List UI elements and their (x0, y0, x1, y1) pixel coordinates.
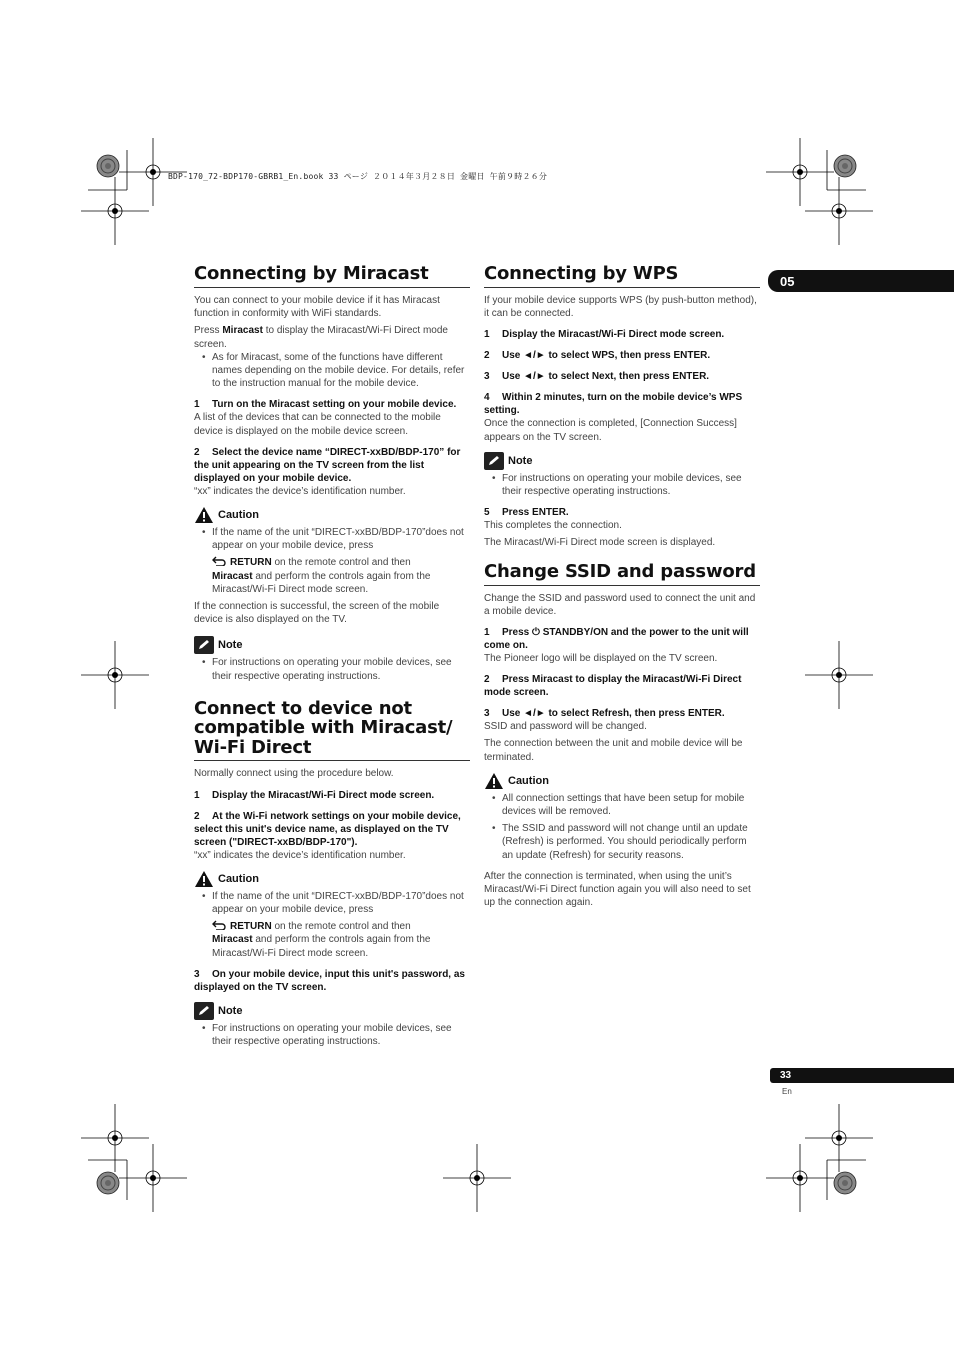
print-header: BDP-170_72-BDP170-GBRB1_En.book 33 ページ ２０１４年３月２８日 金曜日 午前９時２６分 (168, 172, 548, 181)
miracast-caution-list (194, 526, 470, 596)
note-pencil-icon (484, 452, 504, 470)
section-title-ssid: Change SSID and password (484, 560, 760, 586)
list-item: • The SSID and password will not change until an update (Refresh) is performed. You should periodically perform an update (Refresh) for security reasons. (492, 823, 748, 861)
ssid-intro: Change the SSID and password used to connect the unit and a mobile device. (484, 592, 756, 617)
crop-mark-icon (766, 1144, 834, 1212)
page-number: 33 (770, 1068, 954, 1083)
section-title-miracast: Connecting by Miracast (194, 262, 470, 288)
note-pencil-icon (194, 636, 214, 654)
wps-step-4-desc: Once the connection is completed, [Connection Success] appears on the TV screen. (484, 418, 737, 443)
note-heading: Note (194, 634, 470, 656)
section-title-connect-device: Connect to device not compatible with Miracast/ Wi-Fi Direct (194, 697, 470, 762)
miracast-intro: You can connect to your mobile device if it has Miracast function in conformity with WiFi standards. (194, 295, 440, 320)
connect-device-intro: Normally connect using the procedure below. (194, 768, 394, 780)
chapter-tab: 05 (768, 270, 954, 292)
connect-device-step-2-desc: “xx” indicates the device’s identification number. (194, 849, 406, 861)
list-item: • For instructions on operating your mobile devices, see their respective operating instructions. (202, 1022, 452, 1047)
crop-mark-icon (805, 1104, 873, 1172)
ssid-step-3: 3 Use ◄/► to select Refresh, then press ENTER. (484, 708, 725, 720)
ssid-caution-list (484, 792, 760, 862)
wps-step-5-desc-2: The Miracast/Wi-Fi Direct mode screen is displayed. (484, 537, 716, 549)
caution-heading: Caution (484, 770, 760, 792)
crop-mark-icon (81, 1104, 149, 1172)
section-title-wps: Connecting by WPS (484, 262, 760, 288)
crop-mark-icon (805, 177, 873, 245)
crop-mark-icon (81, 641, 149, 709)
list-item: • For instructions on operating your mobile devices, see their respective operating instructions. (492, 472, 742, 498)
crop-mark-icon (443, 1144, 511, 1212)
crop-mark-icon (766, 138, 834, 206)
caution-heading: Caution (194, 868, 470, 890)
miracast-bullets (194, 351, 470, 391)
note-pencil-icon (194, 1002, 214, 1020)
wps-step-5: 5 Press ENTER. (484, 507, 569, 519)
color-disc-icon (97, 1172, 119, 1194)
note-heading: Note (194, 1000, 470, 1022)
ssid-step-2: 2 Press Miracast to display the Miracast/Wi-Fi Direct mode screen. (484, 674, 742, 699)
crop-mark-icon (81, 177, 149, 245)
color-disc-icon (834, 155, 856, 177)
connect-device-caution-list (194, 890, 470, 960)
caution-heading: Caution (194, 504, 470, 526)
wps-step-4: 4 Within 2 minutes, turn on the mobile device’s WPS setting. (484, 392, 743, 417)
note-heading: Note (484, 450, 760, 472)
return-icon (212, 920, 226, 930)
wps-step-5-desc-1: This completes the connection. (484, 520, 622, 532)
color-disc-icon (834, 1172, 856, 1194)
connect-device-step-2: 2 At the Wi-Fi network settings on your mobile device, select this unit's device name, as displayed on the TV screen ("DIRECT-xxBD/BDP-170"). (194, 810, 461, 848)
return-icon (212, 556, 226, 566)
wps-step-1: 1 Display the Miracast/Wi-Fi Direct mode screen. (484, 329, 725, 341)
list-item: • If the name of the unit “DIRECT-xxBD/BDP-170”does not appear on your mobile device, press RETURN on the remote control and then Miracast and perform the controls again from the Miracast/Wi-Fi Direct mode screen. (202, 890, 464, 959)
list-item: • For instructions on operating your mobile devices, see their respective operating instructions. (202, 657, 452, 682)
ssid-step-1-desc: The Pioneer logo will be displayed on the TV screen. (484, 653, 718, 665)
wps-note-list (484, 472, 760, 498)
list-item: • As for Miracast, some of the functions have different names depending on the mobile device. For details, refer to the instruction manual for the mobile device. (202, 351, 465, 390)
connect-device-note-list (194, 1022, 470, 1048)
miracast-success: If the connection is successful, the screen of the mobile device is also displayed on the TV. (194, 601, 440, 626)
miracast-step-1: 1 Turn on the Miracast setting on your mobile device. (194, 399, 457, 411)
crop-mark-icon (805, 641, 873, 709)
ssid-step-3-desc-1: SSID and password will be changed. (484, 721, 647, 733)
connect-device-step-1: 1 Display the Miracast/Wi-Fi Direct mode screen. (194, 789, 435, 801)
wps-intro: If your mobile device supports WPS (by push-button method), it can be connected. (484, 295, 757, 320)
list-item: • All connection settings that have been setup for mobile devices will be removed. (492, 792, 745, 818)
warning-icon (484, 772, 504, 790)
language-label: En (782, 1087, 792, 1096)
warning-icon (194, 506, 214, 524)
ssid-step-3-desc-2: The connection between the unit and mobile device will be terminated. (484, 738, 743, 763)
miracast-note-list (194, 656, 470, 682)
ssid-closing: After the connection is terminated, when using the unit’s Miracast/Wi-Fi Direct function again you will also need to set up the connection again. (484, 870, 751, 909)
ssid-step-1: 1 Press ⏻ STANDBY/ON and the power to the unit will come on. (484, 627, 749, 652)
miracast-step-2: 2 Select the device name “DIRECT-xxBD/BDP-170” for the unit appearing on the TV screen from the list displayed on your mobile device. (194, 446, 461, 484)
miracast-step-2-desc: “xx” indicates the device’s identification number. (194, 485, 406, 497)
miracast-step-1-desc: A list of the devices that can be connected to the mobile device is displayed on the mobile device screen. (194, 412, 441, 437)
connect-device-step-3: 3 On your mobile device, input this unit's password, as displayed on the TV screen. (194, 968, 465, 993)
miracast-press: Press Miracast to display the Miracast/Wi-Fi Direct mode screen. (194, 325, 448, 350)
wps-step-3: 3 Use ◄/► to select Next, then press ENTER. (484, 371, 710, 383)
crop-mark-icon (119, 1144, 187, 1212)
left-column (194, 262, 470, 1048)
warning-icon (194, 870, 214, 888)
color-disc-icon (97, 155, 119, 177)
right-column (484, 262, 760, 909)
wps-step-2: 2 Use ◄/► to select WPS, then press ENTER. (484, 350, 711, 362)
list-item: • If the name of the unit “DIRECT-xxBD/BDP-170”does not appear on your mobile device, press RETURN on the remote control and then Miracast and perform the controls again from the Miracast/Wi-Fi Direct mode screen. (202, 527, 464, 595)
